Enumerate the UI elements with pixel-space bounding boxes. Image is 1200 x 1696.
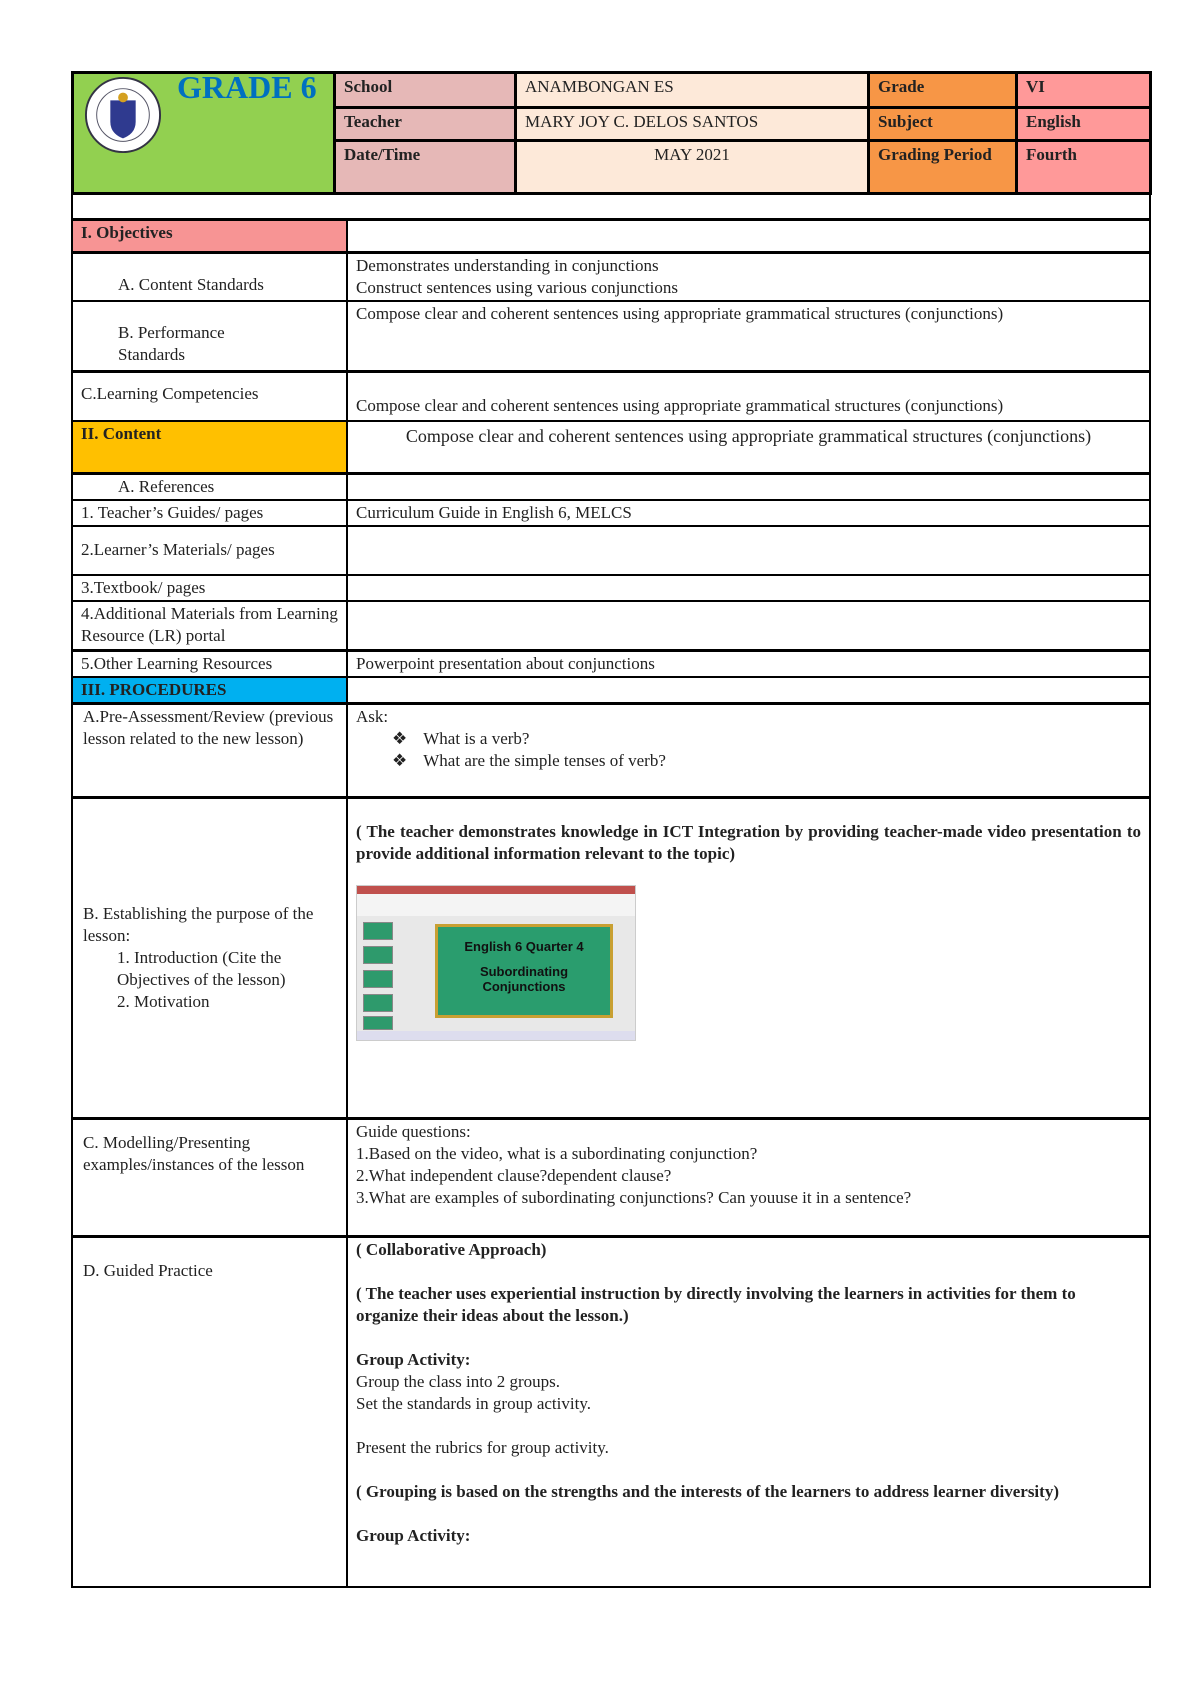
- empty-cell: [347, 474, 1150, 501]
- establishing-purpose-label: [72, 797, 347, 1118]
- empty-cell: [347, 219, 1150, 252]
- learning-competencies-value: Compose clear and coherent sentences using appropriate grammatical structures (conjunctions): [347, 372, 1150, 421]
- references-label: A. References: [72, 474, 347, 501]
- gp-line: Present the rubrics for group activity.: [356, 1437, 609, 1457]
- guide-question: 3.What are examples of subordinating conjunctions? Can youuse it in a sentence?: [356, 1187, 912, 1207]
- ict-note: ( The teacher demonstrates knowledge in ICT Integration by providing teacher-made video presentation to provide additional information relevant to the topic): [356, 821, 1141, 863]
- ask-label: Ask:: [356, 706, 389, 726]
- deped-seal-logo: [84, 76, 162, 154]
- objectives-heading: I. Objectives: [72, 219, 347, 252]
- period-value: Fourth: [1017, 141, 1151, 194]
- gp-line: ( Collaborative Approach): [356, 1239, 547, 1259]
- date-value: MAY 2021: [516, 141, 869, 194]
- teacher-value: MARY JOY C. DELOS SANTOS: [516, 108, 869, 141]
- empty-cell: [347, 677, 1150, 704]
- performance-standards-value: Compose clear and coherent sentences using appropriate grammatical structures (conjunctions): [347, 301, 1150, 372]
- modelling-value: [347, 1118, 1150, 1236]
- cs-line: Demonstrates understanding in conjunctions: [356, 255, 659, 275]
- presentation-screenshot: [356, 885, 636, 1041]
- gp-line: ( Grouping is based on the strengths and the interests of the learners to address learner diversity): [356, 1481, 1059, 1501]
- grade-label: Grade: [869, 73, 1017, 108]
- gp-line: Group Activity:: [356, 1525, 471, 1545]
- question-item: ❖ What is a verb?: [392, 728, 1141, 750]
- subject-value: English: [1017, 108, 1151, 141]
- content-standards-label: A. Content Standards: [72, 252, 347, 301]
- other-resources-value: Powerpoint presentation about conjunctions: [347, 650, 1150, 677]
- slide-preview: [435, 924, 613, 1018]
- textbook-label: 3.Textbook/ pages: [72, 575, 347, 601]
- guide-question: 2.What independent clause?dependent clause?: [356, 1165, 672, 1185]
- cs-line: Construct sentences using various conjunctions: [356, 277, 679, 297]
- gp-line: Set the standards in group activity.: [356, 1393, 591, 1413]
- grade-value: VI: [1017, 73, 1151, 108]
- teachers-guides-value: Curriculum Guide in English 6, MELCS: [347, 500, 1150, 526]
- lesson-plan-table: [71, 192, 1151, 1588]
- period-label: Grading Period: [869, 141, 1017, 194]
- date-label: Date/Time: [335, 141, 516, 194]
- slide-subtitle: Subordinating Conjunctions: [479, 963, 569, 994]
- slide-title: English 6 Quarter 4: [464, 938, 584, 954]
- subject-label: Subject: [869, 108, 1017, 141]
- learners-materials-label: 2.Learner’s Materials/ pages: [72, 526, 347, 575]
- content-heading: II. Content: [72, 421, 347, 474]
- guide-question: 1.Based on the video, what is a subordinating conjunction?: [356, 1143, 758, 1163]
- empty-cell: [347, 601, 1150, 650]
- pre-assessment-value: [347, 703, 1150, 797]
- ep-heading: B. Establishing the purpose of the lesson:: [83, 903, 314, 945]
- guide-heading: Guide questions:: [356, 1121, 471, 1141]
- guided-practice-label: D. Guided Practice: [72, 1236, 347, 1587]
- gp-line: Group Activity:: [356, 1349, 471, 1369]
- empty-cell: [347, 526, 1150, 575]
- school-value: ANAMBONGAN ES: [516, 73, 869, 108]
- content-value: Compose clear and coherent sentences using appropriate grammatical structures (conjunctions): [347, 421, 1150, 474]
- ep-item: 1. Introduction (Cite the Objectives of the lesson): [117, 947, 286, 989]
- procedures-heading: III. PROCEDURES: [72, 677, 347, 704]
- school-label: School: [335, 73, 516, 108]
- establishing-purpose-value: [347, 797, 1150, 1118]
- gp-line: Group the class into 2 groups.: [356, 1371, 560, 1391]
- grade-title: GRADE 6: [177, 69, 317, 105]
- ep-item: 2. Motivation: [117, 991, 210, 1011]
- pre-assessment-label: A.Pre-Assessment/Review (previous lesson related to the new lesson): [72, 703, 347, 797]
- learning-competencies-label: C.Learning Competencies: [72, 372, 347, 421]
- question-item: ❖ What are the simple tenses of verb?: [392, 750, 1141, 772]
- other-resources-label: 5.Other Learning Resources: [72, 650, 347, 677]
- content-standards-value: [347, 252, 1150, 301]
- guided-practice-value: [347, 1236, 1150, 1587]
- performance-standards-label: B. Performance Standards: [72, 301, 347, 372]
- grade-cell: [73, 69, 335, 194]
- additional-materials-label: 4.Additional Materials from Learning Resource (LR) portal: [72, 601, 347, 650]
- gp-line: ( The teacher uses experiential instruction by directly involving the learners in activities for them to organize their ideas about the lesson.): [356, 1283, 1076, 1325]
- header-table: [71, 71, 1152, 195]
- teacher-label: Teacher: [335, 108, 516, 141]
- blank-row: [72, 193, 1150, 219]
- teachers-guides-label: 1. Teacher’s Guides/ pages: [72, 500, 347, 526]
- modelling-label: C. Modelling/Presenting examples/instances of the lesson: [72, 1118, 347, 1236]
- empty-cell: [347, 575, 1150, 601]
